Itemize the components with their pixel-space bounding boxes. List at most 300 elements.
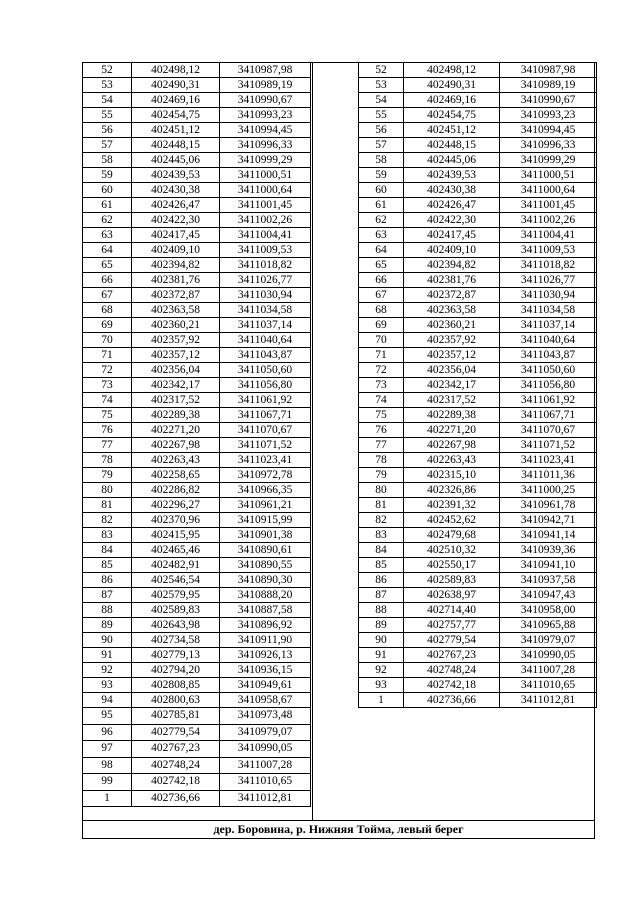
table-row — [83, 363, 311, 378]
point-number-cell: 86 — [83, 573, 132, 588]
y-coordinate-cell: 3410958,00 — [500, 603, 597, 618]
x-coordinate-cell: 402370,96 — [132, 513, 220, 528]
point-number-cell: 88 — [83, 603, 132, 618]
x-coordinate-cell: 402469,16 — [132, 93, 220, 108]
y-coordinate-cell: 3411071,52 — [500, 438, 597, 453]
table-row — [359, 213, 597, 228]
x-coordinate-cell: 402643,98 — [132, 618, 220, 633]
x-coordinate-cell: 402317,52 — [404, 393, 500, 408]
point-number-cell: 98 — [83, 757, 132, 774]
table-row — [83, 757, 311, 774]
x-coordinate-cell: 402342,17 — [132, 378, 220, 393]
point-number-cell: 71 — [359, 348, 404, 363]
y-coordinate-cell: 3410961,21 — [220, 498, 311, 513]
y-coordinate-cell: 3411040,64 — [220, 333, 311, 348]
point-number-cell: 95 — [83, 708, 132, 725]
point-number-cell: 60 — [359, 183, 404, 198]
y-coordinate-cell: 3411067,71 — [500, 408, 597, 423]
y-coordinate-cell: 3411023,41 — [500, 453, 597, 468]
table-row — [359, 453, 597, 468]
y-coordinate-cell: 3411056,80 — [500, 378, 597, 393]
table-row — [359, 333, 597, 348]
x-coordinate-cell: 402342,17 — [404, 378, 500, 393]
point-number-cell: 68 — [359, 303, 404, 318]
x-coordinate-cell: 402267,98 — [404, 438, 500, 453]
y-coordinate-cell: 3410911,90 — [220, 633, 311, 648]
x-coordinate-cell: 402714,40 — [404, 603, 500, 618]
x-coordinate-cell: 402258,65 — [132, 468, 220, 483]
y-coordinate-cell: 3410990,05 — [500, 648, 597, 663]
table-row — [83, 678, 311, 693]
x-coordinate-cell: 402779,54 — [132, 724, 220, 741]
point-number-cell: 63 — [83, 228, 132, 243]
x-coordinate-cell: 402757,77 — [404, 618, 500, 633]
x-coordinate-cell: 402454,75 — [404, 108, 500, 123]
x-coordinate-cell: 402589,83 — [404, 573, 500, 588]
y-coordinate-cell: 3411034,58 — [500, 303, 597, 318]
right-coordinates-table — [358, 62, 597, 708]
x-coordinate-cell: 402394,82 — [404, 258, 500, 273]
y-coordinate-cell: 3411030,94 — [220, 288, 311, 303]
y-coordinate-cell: 3411018,82 — [500, 258, 597, 273]
x-coordinate-cell: 402363,58 — [132, 303, 220, 318]
x-coordinate-cell: 402767,23 — [404, 648, 500, 663]
x-coordinate-cell: 402356,04 — [404, 363, 500, 378]
point-number-cell: 77 — [83, 438, 132, 453]
table-row — [83, 603, 311, 618]
y-coordinate-cell: 3410941,14 — [500, 528, 597, 543]
y-coordinate-cell: 3410993,23 — [220, 108, 311, 123]
table-row — [359, 573, 597, 588]
table-row — [359, 258, 597, 273]
y-coordinate-cell: 3411001,45 — [220, 198, 311, 213]
point-number-cell: 88 — [359, 603, 404, 618]
point-number-cell: 92 — [83, 663, 132, 678]
y-coordinate-cell: 3411012,81 — [500, 693, 597, 708]
point-number-cell: 81 — [83, 498, 132, 513]
x-coordinate-cell: 402426,47 — [132, 198, 220, 213]
table-row — [83, 168, 311, 183]
y-coordinate-cell: 3411034,58 — [220, 303, 311, 318]
table-row — [83, 288, 311, 303]
y-coordinate-cell: 3410966,35 — [220, 483, 311, 498]
x-coordinate-cell: 402779,54 — [404, 633, 500, 648]
point-number-cell: 83 — [83, 528, 132, 543]
x-coordinate-cell: 402439,53 — [404, 168, 500, 183]
table-row — [359, 438, 597, 453]
table-row — [359, 63, 597, 78]
y-coordinate-cell: 3410990,67 — [220, 93, 311, 108]
table-row — [359, 513, 597, 528]
point-number-cell: 81 — [359, 498, 404, 513]
x-coordinate-cell: 402465,46 — [132, 543, 220, 558]
x-coordinate-cell: 402736,66 — [404, 693, 500, 708]
y-coordinate-cell: 3411043,87 — [220, 348, 311, 363]
x-coordinate-cell: 402263,43 — [404, 453, 500, 468]
point-number-cell: 54 — [83, 93, 132, 108]
table-row — [83, 453, 311, 468]
x-coordinate-cell: 402372,87 — [404, 288, 500, 303]
point-number-cell: 57 — [359, 138, 404, 153]
table-row — [359, 363, 597, 378]
point-number-cell: 61 — [359, 198, 404, 213]
y-coordinate-cell: 3410890,55 — [220, 558, 311, 573]
table-row — [83, 558, 311, 573]
y-coordinate-cell: 3411030,94 — [500, 288, 597, 303]
table-row — [359, 423, 597, 438]
table-row — [83, 573, 311, 588]
point-number-cell: 68 — [83, 303, 132, 318]
point-number-cell: 77 — [359, 438, 404, 453]
y-coordinate-cell: 3411050,60 — [500, 363, 597, 378]
y-coordinate-cell: 3411010,65 — [500, 678, 597, 693]
y-coordinate-cell: 3410990,05 — [220, 741, 311, 758]
x-coordinate-cell: 402426,47 — [404, 198, 500, 213]
x-coordinate-cell: 402452,62 — [404, 513, 500, 528]
y-coordinate-cell: 3411026,77 — [500, 273, 597, 288]
y-coordinate-cell: 3411018,82 — [220, 258, 311, 273]
y-coordinate-cell: 3410926,13 — [220, 648, 311, 663]
table-row — [359, 648, 597, 663]
point-number-cell: 87 — [359, 588, 404, 603]
point-number-cell: 61 — [83, 198, 132, 213]
y-coordinate-cell: 3410994,45 — [220, 123, 311, 138]
x-coordinate-cell: 402808,85 — [132, 678, 220, 693]
y-coordinate-cell: 3411061,92 — [220, 393, 311, 408]
point-number-cell: 76 — [359, 423, 404, 438]
table-row — [359, 693, 597, 708]
point-number-cell: 79 — [359, 468, 404, 483]
table-row — [83, 633, 311, 648]
x-coordinate-cell: 402357,12 — [132, 348, 220, 363]
y-coordinate-cell: 3410999,29 — [500, 153, 597, 168]
x-coordinate-cell: 402748,24 — [404, 663, 500, 678]
y-coordinate-cell: 3411070,67 — [220, 423, 311, 438]
y-coordinate-cell: 3411000,25 — [500, 483, 597, 498]
y-coordinate-cell: 3410949,61 — [220, 678, 311, 693]
point-number-cell: 52 — [83, 63, 132, 78]
x-coordinate-cell: 402363,58 — [404, 303, 500, 318]
x-coordinate-cell: 402479,68 — [404, 528, 500, 543]
point-number-cell: 59 — [359, 168, 404, 183]
x-coordinate-cell: 402422,30 — [404, 213, 500, 228]
point-number-cell: 85 — [359, 558, 404, 573]
table-row — [83, 243, 311, 258]
table-row — [359, 678, 597, 693]
table-row — [359, 243, 597, 258]
table-row — [359, 93, 597, 108]
location-caption: дер. Боровина, р. Нижняя Тойма, левый берег — [82, 820, 595, 839]
point-number-cell: 86 — [359, 573, 404, 588]
table-row — [359, 123, 597, 138]
table-row — [359, 183, 597, 198]
table-row — [83, 663, 311, 678]
point-number-cell: 53 — [359, 78, 404, 93]
y-coordinate-cell: 3410936,15 — [220, 663, 311, 678]
y-coordinate-cell: 3411000,51 — [220, 168, 311, 183]
y-coordinate-cell: 3410994,45 — [500, 123, 597, 138]
x-coordinate-cell: 402263,43 — [132, 453, 220, 468]
x-coordinate-cell: 402748,24 — [132, 757, 220, 774]
table-row — [83, 93, 311, 108]
point-number-cell: 65 — [359, 258, 404, 273]
table-row — [83, 423, 311, 438]
point-number-cell: 94 — [83, 693, 132, 708]
y-coordinate-cell: 3411037,14 — [220, 318, 311, 333]
y-coordinate-cell: 3410888,20 — [220, 588, 311, 603]
x-coordinate-cell: 402271,20 — [132, 423, 220, 438]
table-row — [83, 483, 311, 498]
table-row — [359, 588, 597, 603]
x-coordinate-cell: 402498,12 — [404, 63, 500, 78]
x-coordinate-cell: 402785,81 — [132, 708, 220, 725]
point-number-cell: 79 — [83, 468, 132, 483]
point-number-cell: 80 — [83, 483, 132, 498]
point-number-cell: 62 — [359, 213, 404, 228]
point-number-cell: 74 — [83, 393, 132, 408]
point-number-cell: 55 — [359, 108, 404, 123]
table-row — [359, 288, 597, 303]
x-coordinate-cell: 402422,30 — [132, 213, 220, 228]
y-coordinate-cell: 3411002,26 — [220, 213, 311, 228]
table-row — [359, 348, 597, 363]
y-coordinate-cell: 3410996,33 — [500, 138, 597, 153]
point-number-cell: 82 — [359, 513, 404, 528]
table-row — [359, 468, 597, 483]
point-number-cell: 70 — [359, 333, 404, 348]
y-coordinate-cell: 3411010,65 — [220, 774, 311, 791]
point-number-cell: 69 — [83, 318, 132, 333]
y-coordinate-cell: 3410989,19 — [500, 78, 597, 93]
y-coordinate-cell: 3410961,78 — [500, 498, 597, 513]
left-coordinates-table — [82, 62, 311, 807]
table-row — [359, 318, 597, 333]
x-coordinate-cell: 402490,31 — [132, 78, 220, 93]
x-coordinate-cell: 402409,10 — [404, 243, 500, 258]
x-coordinate-cell: 402736,66 — [132, 790, 220, 807]
point-number-cell: 87 — [83, 588, 132, 603]
x-coordinate-cell: 402271,20 — [404, 423, 500, 438]
x-coordinate-cell: 402469,16 — [404, 93, 500, 108]
table-row — [83, 513, 311, 528]
table-row — [83, 648, 311, 663]
y-coordinate-cell: 3410989,19 — [220, 78, 311, 93]
y-coordinate-cell: 3410915,99 — [220, 513, 311, 528]
table-row — [83, 78, 311, 93]
y-coordinate-cell: 3410993,23 — [500, 108, 597, 123]
table-row — [83, 378, 311, 393]
table-row — [83, 468, 311, 483]
point-number-cell: 78 — [83, 453, 132, 468]
x-coordinate-cell: 402357,12 — [404, 348, 500, 363]
table-row — [83, 318, 311, 333]
y-coordinate-cell: 3411026,77 — [220, 273, 311, 288]
y-coordinate-cell: 3411000,51 — [500, 168, 597, 183]
x-coordinate-cell: 402357,92 — [132, 333, 220, 348]
table-row — [359, 408, 597, 423]
point-number-cell: 1 — [359, 693, 404, 708]
point-number-cell: 52 — [359, 63, 404, 78]
point-number-cell: 75 — [359, 408, 404, 423]
point-number-cell: 91 — [359, 648, 404, 663]
x-coordinate-cell: 402742,18 — [132, 774, 220, 791]
x-coordinate-cell: 402448,15 — [132, 138, 220, 153]
y-coordinate-cell: 3411007,28 — [500, 663, 597, 678]
point-number-cell: 99 — [83, 774, 132, 791]
x-coordinate-cell: 402417,45 — [132, 228, 220, 243]
table-row — [83, 618, 311, 633]
table-row — [83, 588, 311, 603]
table-row — [359, 273, 597, 288]
point-number-cell: 70 — [83, 333, 132, 348]
table-row — [83, 273, 311, 288]
x-coordinate-cell: 402445,06 — [132, 153, 220, 168]
point-number-cell: 96 — [83, 724, 132, 741]
x-coordinate-cell: 402498,12 — [132, 63, 220, 78]
y-coordinate-cell: 3411061,92 — [500, 393, 597, 408]
y-coordinate-cell: 3411070,67 — [500, 423, 597, 438]
x-coordinate-cell: 402490,31 — [404, 78, 500, 93]
point-number-cell: 56 — [359, 123, 404, 138]
point-number-cell: 92 — [359, 663, 404, 678]
x-coordinate-cell: 402286,82 — [132, 483, 220, 498]
y-coordinate-cell: 3410990,67 — [500, 93, 597, 108]
x-coordinate-cell: 402360,21 — [404, 318, 500, 333]
y-coordinate-cell: 3410890,30 — [220, 573, 311, 588]
x-coordinate-cell: 402451,12 — [404, 123, 500, 138]
x-coordinate-cell: 402454,75 — [132, 108, 220, 123]
x-coordinate-cell: 402445,06 — [404, 153, 500, 168]
table-row — [83, 543, 311, 558]
table-row — [359, 603, 597, 618]
table-row — [359, 663, 597, 678]
y-coordinate-cell: 3410947,43 — [500, 588, 597, 603]
y-coordinate-cell: 3411043,87 — [500, 348, 597, 363]
point-number-cell: 80 — [359, 483, 404, 498]
x-coordinate-cell: 402415,95 — [132, 528, 220, 543]
column-divider — [312, 62, 313, 820]
point-number-cell: 85 — [83, 558, 132, 573]
point-number-cell: 71 — [83, 348, 132, 363]
point-number-cell: 56 — [83, 123, 132, 138]
y-coordinate-cell: 3411007,28 — [220, 757, 311, 774]
x-coordinate-cell: 402638,97 — [404, 588, 500, 603]
x-coordinate-cell: 402289,38 — [404, 408, 500, 423]
point-number-cell: 91 — [83, 648, 132, 663]
table-row — [83, 258, 311, 273]
table-row — [83, 498, 311, 513]
y-coordinate-cell: 3410890,61 — [220, 543, 311, 558]
point-number-cell: 59 — [83, 168, 132, 183]
point-number-cell: 93 — [83, 678, 132, 693]
point-number-cell: 89 — [83, 618, 132, 633]
x-coordinate-cell: 402381,76 — [404, 273, 500, 288]
point-number-cell: 82 — [83, 513, 132, 528]
point-number-cell: 83 — [359, 528, 404, 543]
x-coordinate-cell: 402451,12 — [132, 123, 220, 138]
point-number-cell: 58 — [83, 153, 132, 168]
x-coordinate-cell: 402734,58 — [132, 633, 220, 648]
x-coordinate-cell: 402417,45 — [404, 228, 500, 243]
x-coordinate-cell: 402372,87 — [132, 288, 220, 303]
x-coordinate-cell: 402482,91 — [132, 558, 220, 573]
y-coordinate-cell: 3410996,33 — [220, 138, 311, 153]
point-number-cell: 55 — [83, 108, 132, 123]
y-coordinate-cell: 3410965,88 — [500, 618, 597, 633]
x-coordinate-cell: 402794,20 — [132, 663, 220, 678]
point-number-cell: 64 — [83, 243, 132, 258]
y-coordinate-cell: 3410999,29 — [220, 153, 311, 168]
y-coordinate-cell: 3411009,53 — [220, 243, 311, 258]
table-row — [359, 633, 597, 648]
table-row — [83, 724, 311, 741]
x-coordinate-cell: 402579,95 — [132, 588, 220, 603]
x-coordinate-cell: 402767,23 — [132, 741, 220, 758]
x-coordinate-cell: 402430,38 — [404, 183, 500, 198]
table-row — [83, 348, 311, 363]
table-row — [83, 528, 311, 543]
point-number-cell: 72 — [359, 363, 404, 378]
table-row — [83, 123, 311, 138]
x-coordinate-cell: 402267,98 — [132, 438, 220, 453]
table-row — [359, 138, 597, 153]
x-coordinate-cell: 402430,38 — [132, 183, 220, 198]
point-number-cell: 62 — [83, 213, 132, 228]
right-table-body — [359, 63, 597, 708]
table-row — [83, 438, 311, 453]
table-row — [359, 153, 597, 168]
point-number-cell: 57 — [83, 138, 132, 153]
table-row — [83, 408, 311, 423]
point-number-cell: 72 — [83, 363, 132, 378]
y-coordinate-cell: 3410939,36 — [500, 543, 597, 558]
table-row — [359, 483, 597, 498]
y-coordinate-cell: 3411004,41 — [220, 228, 311, 243]
y-coordinate-cell: 3411023,41 — [220, 453, 311, 468]
point-number-cell: 93 — [359, 678, 404, 693]
y-coordinate-cell: 3410987,98 — [220, 63, 311, 78]
y-coordinate-cell: 3411040,64 — [500, 333, 597, 348]
x-coordinate-cell: 402394,82 — [132, 258, 220, 273]
point-number-cell: 90 — [359, 633, 404, 648]
y-coordinate-cell: 3410887,58 — [220, 603, 311, 618]
x-coordinate-cell: 402779,13 — [132, 648, 220, 663]
y-coordinate-cell: 3410958,67 — [220, 693, 311, 708]
y-coordinate-cell: 3410972,78 — [220, 468, 311, 483]
y-coordinate-cell: 3411012,81 — [220, 790, 311, 807]
y-coordinate-cell: 3411071,52 — [220, 438, 311, 453]
table-row — [359, 378, 597, 393]
y-coordinate-cell: 3411067,71 — [220, 408, 311, 423]
x-coordinate-cell: 402589,83 — [132, 603, 220, 618]
table-row — [83, 333, 311, 348]
y-coordinate-cell: 3410901,38 — [220, 528, 311, 543]
point-number-cell: 74 — [359, 393, 404, 408]
table-row — [83, 693, 311, 708]
table-row — [83, 741, 311, 758]
x-coordinate-cell: 402360,21 — [132, 318, 220, 333]
x-coordinate-cell: 402296,27 — [132, 498, 220, 513]
table-row — [83, 303, 311, 318]
point-number-cell: 64 — [359, 243, 404, 258]
x-coordinate-cell: 402409,10 — [132, 243, 220, 258]
x-coordinate-cell: 402510,32 — [404, 543, 500, 558]
x-coordinate-cell: 402448,15 — [404, 138, 500, 153]
point-number-cell: 63 — [359, 228, 404, 243]
y-coordinate-cell: 3410987,98 — [500, 63, 597, 78]
point-number-cell: 75 — [83, 408, 132, 423]
table-row — [83, 63, 311, 78]
